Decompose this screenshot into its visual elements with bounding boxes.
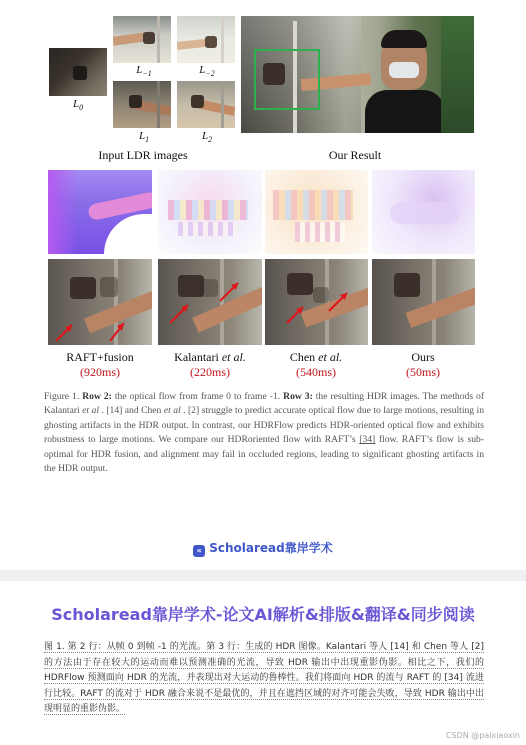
method-name: Chen et al. (289, 350, 343, 364)
flow-raft-image (48, 170, 152, 254)
method-time: (540ms) (296, 365, 336, 379)
method-name: RAFT+fusion (66, 350, 134, 364)
method-name: Ours (411, 350, 435, 364)
scholaread-logo-icon: « (193, 545, 205, 557)
hdr-kalantari-image (158, 259, 262, 345)
hdr-raft-image (48, 259, 152, 345)
scholaread-brand[interactable] (0, 539, 526, 557)
method-caption-ours (368, 350, 478, 380)
red-arrow-icons (48, 259, 152, 345)
red-arrow-icons (158, 259, 262, 345)
reference-link[interactable]: [34] (359, 434, 376, 446)
section-title: Scholaread靠岸学术-论文AI解析&排版&翻译&同步阅读 (51, 605, 475, 624)
flow-ours-image (372, 170, 475, 254)
brand-label: Scholaread靠岸学术 (209, 541, 333, 555)
caption-our-result: Our Result (328, 148, 382, 162)
translation-text: 图 1. 第 2 行：从帧 0 到帧 -1 的光流。第 3 行：生成的 HDR 图像。Kalantari 等人 [14] 和 Chen 等人 [2] 的方法由于存在较大的运动而难以预测准确的光流，导致 HDR 输出中出现重影伪影。相比之下，我们的 HDRFlow 预测面向 HDR 的光流，并表现出对大运动的鲁棒性。我们将面向 HDR 的流与 RAFT 的 [34] 流进行比较。RAFT 的流对于 HDR 融合来说不是最优的，并且在遮挡区域的对齐可能会失败，导致 HDR 输出中出现明显的重影伪影。 (44, 642, 484, 715)
method-time: (920ms) (80, 365, 120, 379)
flow-kalantari-image (158, 170, 262, 254)
caption-input-ldr: Input LDR images (98, 148, 188, 162)
label-lm1: $L_{-1}$ (136, 64, 152, 79)
csdn-watermark: CSDN @paixiaoxin (445, 731, 520, 740)
method-caption-chen (261, 350, 371, 380)
method-time: (50ms) (406, 365, 440, 379)
our-result-image (241, 16, 474, 133)
red-arrow-icons (265, 259, 368, 345)
method-time: (220ms) (190, 365, 230, 379)
label-lm2: $L_{-2}$ (199, 64, 215, 79)
frame-l2-image (177, 81, 235, 128)
method-caption-kalantari (155, 350, 265, 380)
method-name: Kalantari et al. (174, 350, 246, 364)
flow-chen-image (265, 170, 368, 254)
frame-l1-image (113, 81, 171, 128)
method-caption-raft (45, 350, 155, 380)
label-l0: $L_0$ (72, 98, 84, 113)
hdr-chen-image (265, 259, 368, 345)
label-l1: $L_1$ (138, 130, 150, 145)
figure-caption: Figure 1. Row 2: the optical flow from frame 0 to frame -1. Row 3: the resulting HDR images. The methods of Kalantari et al . [14] and Chen et al . [2] struggle to predict accurate optical flow due to large motions, resulting in ghosting artifacts in the HDR output. In contrast, our HDRFlow predicts HDR-oriented optical flow and exhibits robustness to large motions. We compare our HDRoriented flow with RAFT’s [34] flow. RAFT’s flow is sub-optimal for HDR fusion, and alignment may fail in occluded regions, leading to significant ghosting artifacts in the HDR output. (44, 391, 485, 475)
highlight-box (254, 49, 320, 110)
hdr-ours-image (372, 259, 475, 345)
label-l2: $L_2$ (201, 130, 213, 145)
frame-lm1-image (113, 16, 171, 63)
frame-l0-image (49, 48, 107, 96)
frame-lm2-image (177, 16, 235, 63)
translation-paragraph (44, 640, 484, 718)
